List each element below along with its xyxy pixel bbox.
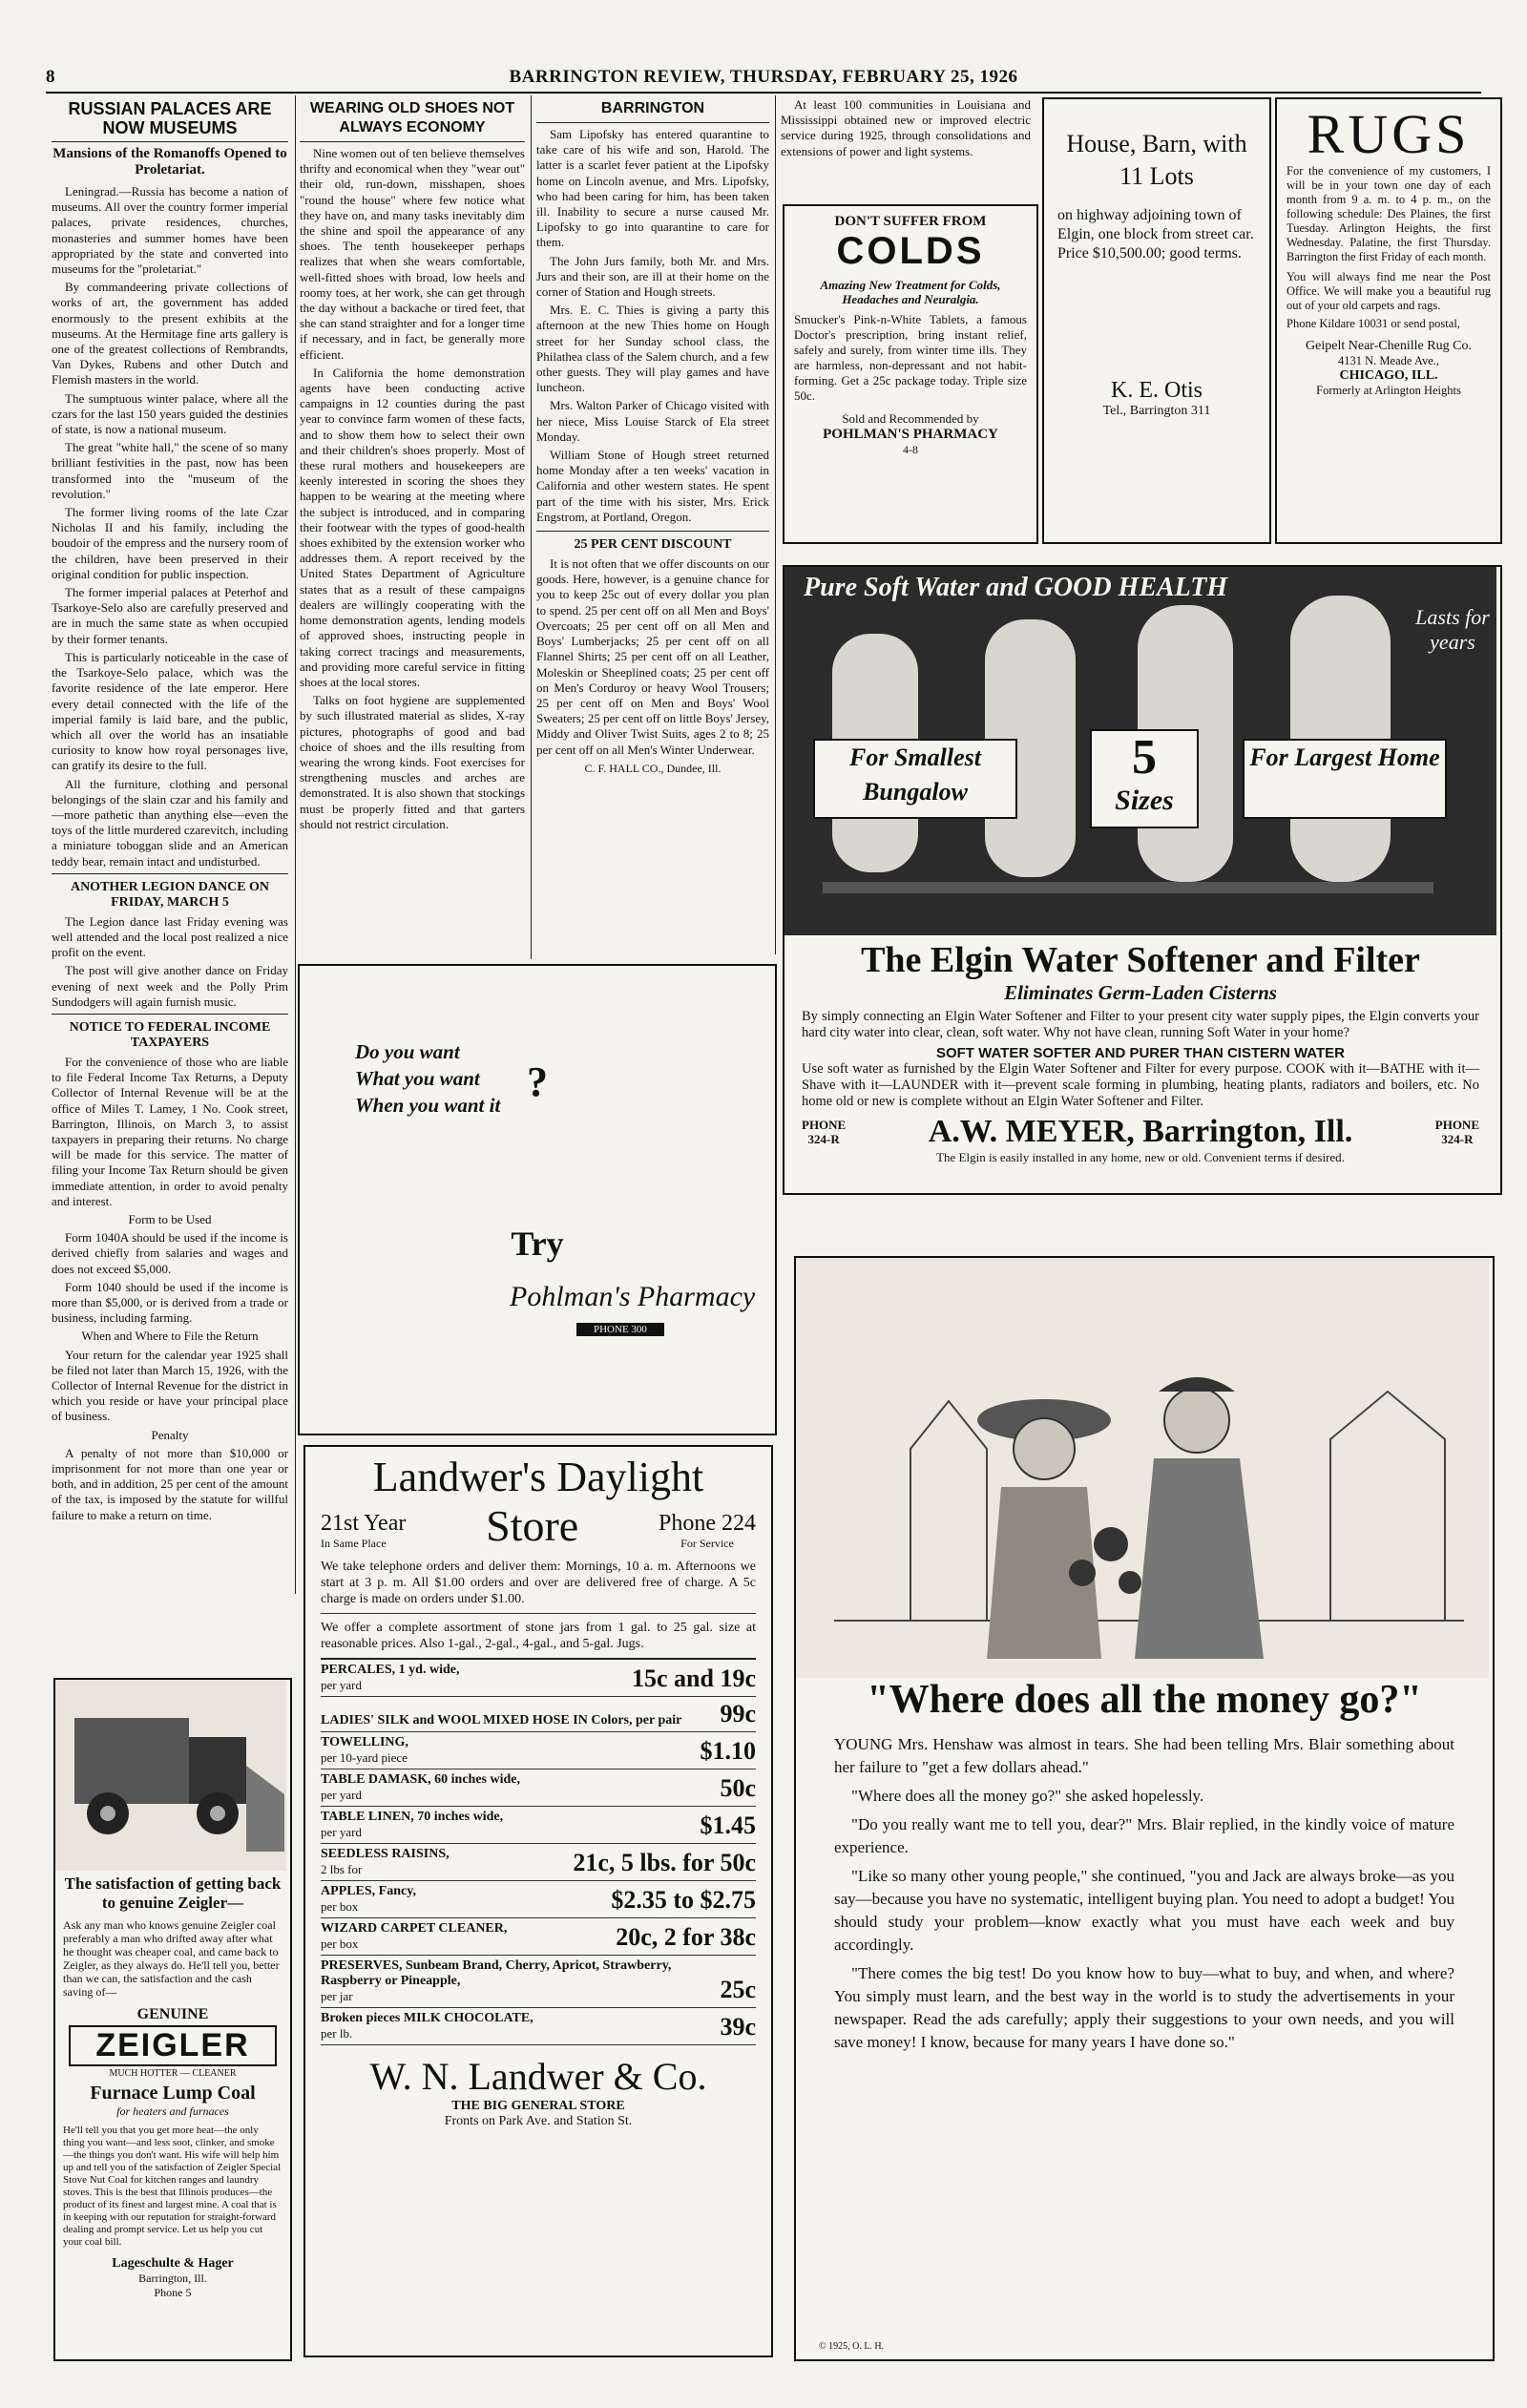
house-contact-name: K. E. Otis [1111,378,1203,403]
zeigler-tagline: The satisfaction of getting back to genuine Zeigler— [64,1874,282,1912]
elgin-sizes-badge [1090,729,1199,828]
price-item-name [321,1810,503,1840]
item-unit: per box [321,1899,359,1914]
phone-label: PHONE [802,1118,847,1132]
article-paragraph: Nine women out of ten believe themselves thrifty and economical when they "wear out" their old, run-down, misshapen, shoes "round the house" where few notice what they have on, and many tasks inevitably dim the shine and spoil the appearance of any shoes. The tenth housekeeper perhaps realizes that when she wears comfortable, well-fitted shoes with broad, low heels and roomy toes, at her work, she can get through the day without a backache or tired feet, that she can stand straighter and for a longer time if necessary, and in fact, be generally more efficient. [300,146,525,362]
discount-signature: C. F. HALL CO., Dundee, Ill. [584,761,722,775]
item-label: PRESERVES, Sunbeam Brand, Cherry, Apricot, Strawberry, Raspberry or Pineapple, [321,1958,672,1988]
item-unit: 2 lbs for [321,1862,363,1876]
phone-label: PHONE [1434,1118,1479,1132]
price-item-name [321,1663,459,1693]
article-paragraph: William Stone of Hough street returned home Monday after a ten weeks' vacation in California and other western states. He spent part of the time with his sister, Mrs. Erick Engstrom, at Portland, Oregon. [536,448,769,524]
notice-subhead: Form to be Used [128,1211,212,1226]
house-barn-ad [1042,97,1271,544]
item-price: 25c [720,1976,756,2003]
article-paragraph: Sam Lipofsky has entered quarantine to take care of his wife and son, Harold. The latter is a scarlet fever patient at the Lipofsky home on Lincoln avenue, and Mrs. Lipofsky, who had been caring for him, has been taken ill. Inability to secure a nurse caused Mr. Lipofsky to go into quarantine to care for them. [536,127,769,250]
elgin-smallest: For Smallest Bungalow [813,739,1017,819]
utility-item [781,97,1031,189]
article-paragraph: In California the home demonstration agents have been conducting active campaigns in 12 counties during the past year to convince farm women of these facts, and to show them how to select their own and their children's shoes properly. Most of these rural mothers and housekeepers are keenly interested in scoring the shoes they happen to be wearing at the meeting where the subject is introduced, and in comparing their footwear with the types of good-health shoes exhibited by the extension worker who addresses them. A report received by the United States Department of Agriculture states that as a result of these campaigns dealers are willingly cooperating with the home demonstration agents, lending models of approved shoes, instructing people in taking correct tracings and measurements, and providing more careful service in fitting shoes at the local stores. [300,365,525,689]
elgin-phone-left [802,1118,846,1146]
article-paragraph: The post will give another dance on Friday evening of next week and the Polly Prim Sundodgers will again furnish music. [52,963,288,1009]
column-rule [531,95,532,959]
price-row [321,1769,756,1807]
elgin-water-softener-ad [783,565,1502,1195]
landwer-intro-1: We take telephone orders and deliver them: Mornings, 10 a. m. Afternoons we start at 3 p. m. All $1.00 orders and over are delivered free of charge. A 5c charge is made on orders under $1.00. [321,1559,756,1614]
zeigler-phone: Phone 5 [154,2286,192,2299]
zeigler-product-sub: for heaters and furnaces [116,2104,229,2118]
elgin-lasts: Lasts for years [1415,605,1490,654]
item-price: 99c [720,1700,756,1727]
elgin-banner: Pure Soft Water and GOOD HEALTH [804,573,1228,602]
landwer-phone-sub: For Service [680,1537,734,1550]
item-label: Broken pieces MILK CHOCOLATE, [321,2011,533,2025]
price-item-name [321,2011,533,2042]
item-unit: per yard [321,1788,362,1802]
headline-discount: 25 PER CENT DISCOUNT [574,537,732,553]
pohlman-logo: Pohlman's Pharmacy [510,1281,756,1312]
landwer-year-sub: In Same Place [321,1537,387,1550]
article-paragraph: For the convenience of those who are liable to file Federal Income Tax Returns, a Deputy Collector of Internal Revenue will be at the office of Miles T. Lamey, 1 No. Cook street, Barrington, Illinois, on March 3, to assist taxpayers in preparing their returns. No charge will be made for this service. The matter of filing your Income Tax Return should be given immediate attention, in order to avoid penalty and interest. [52,1054,288,1208]
item-label: TABLE LINEN, 70 inches wide, [321,1810,504,1824]
article-paragraph: Mrs. Walton Parker of Chicago visited with her niece, Miss Louise Starck of Ela street Monday. [536,398,769,444]
elgin-title: The Elgin Water Softener and Filter [861,940,1420,980]
item-label: PERCALES, 1 yd. wide, [321,1663,460,1677]
price-item-name [321,1713,681,1728]
notice-subhead: When and Where to File the Return [81,1329,259,1344]
money-copyright: © 1925, O. L. H. [819,2341,885,2352]
price-item-name [321,1921,507,1952]
elgin-head-2: SOFT WATER SOFTER AND PURER THAN CISTERN WATER [935,1045,1346,1061]
price-row [321,1697,756,1732]
article-paragraph: By commandeering private collections of works of art, the government has added enormously to the present exhibits at the museums. At the Hermitage fine arts gallery is one of the greatest collections of Rembrandts, Van Dykes, Rubens and other Dutch and Flemish masters in the world. [52,280,288,387]
column-2 [300,97,525,956]
elgin-footer: The Elgin is easily installed in any home, new or old. Convenient terms if desired. [936,1150,1345,1164]
article-paragraph: A penalty of not more than $10,000 or imprisonment for not more than one year or both, and in addition, 25 per cent of the amount of the tax, is imposed by the statute for willful failure to make a return on time. [52,1445,288,1522]
column-rule [775,95,776,954]
item-price: $1.10 [700,1737,756,1765]
item-unit: per box [321,1937,359,1951]
elgin-sizes-label: Sizes [1115,785,1174,816]
story-paragraph: "There comes the big test! Do you know how to buy—what to buy, and when, and where? You simply must learn, and the best way in the world is to study the advertisements in your newspaper. Read the ads carefully; apply their suggestions to your own needs, and you will save money! I know, because for many years I have done so." [834,1964,1454,2051]
elgin-subtitle: Eliminates Germ-Laden Cisterns [1004,981,1277,1004]
rugs-phone: Phone Kildare 10031 or send postal, [1286,317,1460,330]
landwer-address: Fronts on Park Ave. and Station St. [444,2114,633,2128]
colds-pre: DON'T SUFFER FROM [834,214,987,229]
pohlman-phone: PHONE 300 [576,1323,664,1336]
price-row [321,1807,756,1844]
column-rule [295,95,296,1594]
article-paragraph: All the furniture, clothing and personal belongings of the slain czar and his family and—more pathetic than anything else—even the toys of the little murdered czarevitch, including a miniature toboggan slide and an American teddy bear, remain intact and undisturbed. [52,776,288,869]
item-price: 50c [720,1774,756,1802]
item-price: $2.35 to $2.75 [611,1886,756,1914]
item-price: $1.45 [700,1811,756,1839]
landwer-phone: Phone 224 [658,1511,756,1536]
item-price: 21c, 5 lbs. for 50c [573,1849,756,1876]
story-paragraph: "Like so many other young people," she continued, "you and Jack are always broke—as you say—because you have no systematic, intelligent buying plan. You need to adopt a budget! You should study your problem—know exactly what you must have each week and buy accordingly. [834,1867,1454,1954]
question-mark: ? [527,1058,548,1105]
zeigler-product: Furnace Lump Coal [90,2083,256,2104]
article-paragraph: Form 1040 should be used if the income is more than $5,000, or is derived from a trade or business, including farming. [52,1279,288,1326]
pohlman-line: Do you want [355,1040,460,1063]
elgin-body-1: By simply connecting an Elgin Water Softener and Filter to your present city water supply pipes, the Elgin converts your hard city water into clear, clean, soft water. Why not have clean, running Soft Water in your home? [802,1009,1479,1040]
money-headline: "Where does all the money go?" [867,1678,1422,1722]
landwer-price-list [321,1658,756,2045]
colds-body: Smucker's Pink-n-White Tablets, a famous Doctor's prescription, bring instant relief, safely and surely, from winter time ills. They are harmless, non-depressant and not habit-forming. Get a 25c package today. Triple size 50c. [794,312,1027,403]
colds-store: POHLMAN'S PHARMACY [823,427,998,442]
price-row [321,1956,756,2008]
price-row [321,1844,756,1881]
landwer-company: W. N. Landwer & Co. [369,2055,707,2098]
article-paragraph: Talks on foot hygiene are supplemented by such illustrated material as slides, X-ray pictures, photographs of good and bad choice of shoes and the ills resulting from wearing the wrong kinds. Foot exercises for strengthening muscles and arches are demonstrated. It is also shown that stockings must be properly fitted and that garters should not restrict circulation. [300,693,525,831]
item-label: TOWELLING, [321,1735,408,1749]
house-tel: Tel., Barrington 311 [1102,404,1211,418]
zeigler-genuine: GENUINE [136,2006,209,2022]
article-paragraph: The great "white hall," the scene of so many brilliant festivities in the past, now has been transformed into the "museum of the revolution." [52,440,288,501]
article-paragraph: The John Jurs family, both Mr. and Mrs. Jurs and their son, are ill at their home on the corner of Station and Hough streets. [536,253,769,300]
rugs-body: For the convenience of my customers, I will be in your town one day of each month from 9 a. m. to 4 p. m., on the following schedule: Des Plaines, the first Tuesday. Arlington Heights, the first Wednesday. Palatine, the first Thursday. Barrington the first Friday of each month. [1286,164,1491,263]
colds-sold: Sold and Recommended by [842,411,979,426]
item-price: 15c and 19c [632,1665,756,1692]
pohlman-question [355,1038,500,1119]
masthead [46,67,1481,94]
article-paragraph: The sumptuous winter palace, where all the czars for the last 150 years guided the destinies of state, is now a national museum. [52,390,288,437]
russian-palaces-article [52,184,288,869]
story-paragraph: "Where does all the money go?" she asked hopelessly. [851,1787,1204,1805]
article-paragraph: Leningrad.—Russia has become a nation of museums. All over the country former imperial palaces, private residences, churches, monasteries and summer homes have been appropriated by the state and converted into museums for the "proletariat." [52,184,288,277]
headline-legion-dance: ANOTHER LEGION DANCE ON FRIDAY, MARCH 5 [70,879,270,910]
rugs-addr1: 4131 N. Meade Ave., [1338,354,1439,367]
money-story [834,1733,1454,2054]
item-price: 20c, 2 for 38c [616,1923,756,1951]
price-row [321,1732,756,1769]
article-paragraph: The Legion dance last Friday evening was well attended and the local post realized a nice profit on the event. [52,913,288,960]
colds-ad [783,204,1038,544]
price-row [321,1660,756,1697]
rugs-ad [1275,97,1502,544]
rugs-title: RUGS [1307,103,1471,165]
item-price: 39c [720,2013,756,2041]
landwer-store-word: Store [486,1501,579,1550]
item-unit: per lb. [321,2026,353,2041]
zeigler-slogan: MUCH HOTTER — CLEANER [109,2068,237,2079]
elgin-phone-right [1435,1118,1479,1146]
coal-truck-illustration [55,1680,286,1871]
utility-text: At least 100 communities in Louisiana and Mississippi obtained new or improved electric service during 1925, through consolidations and extensions of power and light systems. [781,97,1031,158]
item-label: APPLES, Fancy, [321,1884,416,1898]
item-label: SEEDLESS RAISINS, [321,1847,450,1861]
headline-tax-notice: NOTICE TO FEDERAL INCOME TAXPAYERS [69,1019,271,1050]
price-item-name [321,1884,416,1915]
rugs-addr3: Formerly at Arlington Heights [1316,384,1461,397]
price-row [321,1918,756,1956]
two-women-illustration [796,1258,1489,1678]
headline-barrington: BARRINGTON [600,100,705,116]
price-item-name [321,1772,520,1803]
landwer-phone-block [659,1511,756,1551]
rugs-company: Geipelt Near-Chenille Rug Co. [1306,339,1472,353]
house-title: House, Barn, with 11 Lots [1066,130,1247,190]
price-row [321,1881,756,1918]
article-paragraph: Your return for the calendar year 1925 shall be filed not later than March 15, 1926, with the Collector of Internal Revenue for the district in which you reside or have your principal place of business. [52,1347,288,1424]
zeigler-logo: ZEIGLER [69,2025,277,2066]
headline-russian-palaces: RUSSIAN PALACES ARE NOW MUSEUMS [68,99,272,137]
where-does-money-go-ad [794,1256,1495,2361]
article-paragraph: The former living rooms of the late Czar Nicholas II and his family, including the boudoir of the empress and the nursery room of the children, have been preserved in their original condition for public inspection. [52,505,288,581]
zeigler-dealer: Lageschulte & Hager [112,2256,234,2271]
newspaper-title: BARRINGTON REVIEW, THURSDAY, FEBRUARY 25, 1926 [509,67,1018,87]
article-paragraph: This is particularly noticeable in the case of the Tsarkoye-Selo palace, which was the favorite residence of the late emperor. Here every detail connected with the life of the imperial family is laid bare, and the public, which all over the world has an insatiable curiosity to know how royal personages live, can gratify its desire to the full. [52,649,288,773]
item-label: WIZARD CARPET CLEANER, [321,1921,508,1936]
landwer-intro-2: We offer a complete assortment of stone jars from 1 gal. to 25 gal. size at reasonable prices. Also 1-gal., 2-gal., 4-gal., and 5-gal. Jugs. [321,1621,756,1651]
colds-tag: Amazing New Treatment for Colds, Headaches and Neuralgia. [820,278,1001,306]
column-1 [52,97,288,1672]
rugs-body-2: You will always find me near the Post Office. We will make you a beautiful rug out of your old carpets and rags. [1286,270,1491,312]
item-unit: per yard [321,1825,362,1839]
price-item-name [321,1735,408,1766]
landwer-store-ad [303,1445,773,2357]
headline-old-shoes: WEARING OLD SHOES NOT ALWAYS ECONOMY [309,100,515,136]
price-item-name [321,1958,720,2004]
article-paragraph: Mrs. E. C. Thies is giving a party this afternoon at the new Thies home on Hough street for her Sunday school class, the Philathea class of the Salem church, and a few other guests. They will play games and have luncheon. [536,303,769,395]
elgin-body-2: Use soft water as furnished by the Elgin Water Softener and Filter for every purpose. COOK with it—BATHE with it—Shave with it—LAUNDER with it—prevent scale forming in plumbing, heating plants, radiators and boilers, etc. No home old or new is complete without an Elgin Water Softener and Filter. [802,1061,1479,1109]
story-paragraph: "Do you really want me to tell you, dear?" Mrs. Blair replied, in the kindly voice of mature experience. [834,1815,1454,1856]
price-item-name [321,1847,450,1877]
pohlman-line: What you want [355,1067,480,1090]
page-number: 8 [46,67,55,87]
column-3 [536,97,769,956]
landwer-title: Landwer's Daylight [372,1454,704,1500]
house-body: on highway adjoining town of Elgin, one block from street car. Price $10,500.00; good terms. [1057,207,1254,262]
landwer-year: 21st Year [321,1511,407,1536]
item-label: TABLE DAMASK, 60 inches wide, [321,1772,520,1787]
phone-number: 324-R [1441,1132,1474,1146]
elgin-largest: For Largest Home [1243,739,1447,819]
pohlman-pharmacy-ad [298,964,777,1435]
rugs-addr2: CHICAGO, ILL. [1339,368,1438,383]
discount-body: It is not often that we offer discounts on our goods. Here, however, is a genuine chance for you to keep 25c out of every dollar you plan to spend. 25 per cent off on all Men and Boys' Overcoats; 25 per cent off on all Men and Boys' Lumberjacks; 25 per cent off on all Flannel Shirts; 25 per cent off on all Leather, Moleskin or Sheeplined coats; 25 per cent off on Men's Corduroy or heavy Wool Trousers; 25 per cent off on Men and Boys' Wool Sweaters; 25 per cent off on little Boys' Jersey, Middy and Oliver Twist Suits, ages 2 to 8; 25 per cent off on all Men's Winter Underwear. [536,556,769,757]
pohlman-line: When you want it [355,1094,501,1117]
item-unit: per jar [321,1989,353,2003]
article-paragraph: The former imperial palaces at Peterhof and Tsarkoye-Selo also are carefully preserved and are in much the same state as when occupied by their former tenants. [52,585,288,646]
zeigler-fine-print: He'll tell you that you get more heat—the only thing you want—and less soot, clinker, and smoke—the things you don't want. His wife will help him up and tell you of the satisfaction of Zeigler Special Stove Nut Coal for kitchen ranges and laundry stoves. This is the best that Illinois produces—the product of its finest and largest mine. A coal that is in keeping with our reputation for straight-forward dealing and prompt service. Let us help you cut your coal bill. [63,2125,282,2248]
landwer-year-block [321,1511,406,1551]
notice-subhead: Penalty [151,1427,189,1442]
phone-number: 324-R [807,1132,840,1146]
zeigler-coal-ad [53,1678,292,2361]
article-paragraph: Form 1040A should be used if the income is derived chiefly from salaries and wages and does not exceed $5,000. [52,1230,288,1276]
zeigler-town: Barrington, Ill. [138,2272,207,2285]
pohlman-try: Try [511,1225,564,1263]
landwer-tagline: THE BIG GENERAL STORE [451,2099,625,2113]
elgin-dealer: A.W. MEYER, Barrington, Ill. [928,1114,1353,1149]
story-paragraph: YOUNG Mrs. Henshaw was almost in tears. She had been telling Mrs. Blair something about her failure to "get a few dollars ahead." [834,1735,1454,1776]
item-unit: per 10-yard piece [321,1750,408,1765]
colds-code: 4-8 [903,443,918,456]
zeigler-body: Ask any man who knows genuine Zeigler coal preferably a man who drifted away after what he thought was cheaper coal, and came back to Zeigler, as they always do. He'll tell you, better than we can, the satisfaction and the cash saving of— [63,1918,280,1999]
item-label: LADIES' SILK and WOOL MIXED HOSE IN Colors, per pair [321,1713,682,1727]
price-row [321,2008,756,2045]
subhead-romanoffs: Mansions of the Romanoffs Opened to Proletariat. [52,141,288,178]
elgin-sizes-number: 5 [1132,730,1157,785]
item-unit: per yard [321,1678,362,1692]
colds-headline: COLDS [836,230,985,272]
